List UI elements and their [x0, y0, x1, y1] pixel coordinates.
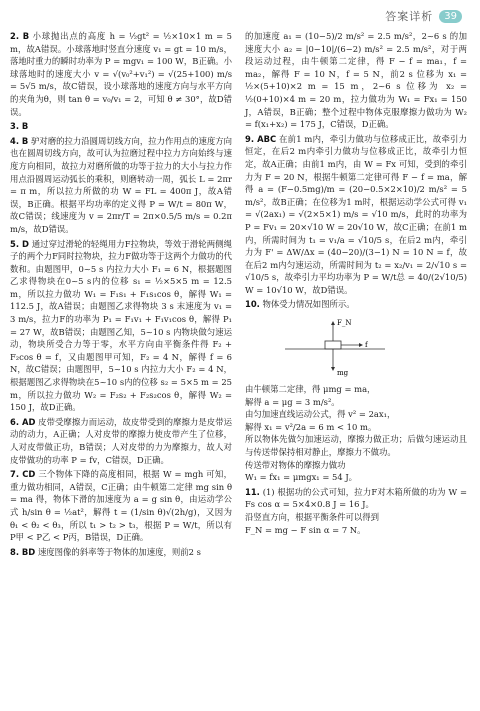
- item-text: 由牛顿第二定律，得 μmg = ma， 解得 a = μg = 3 m/s²。 由匀加速直线运动公式，得 v² = 2ax₁， 解得 x₁ = v²/2a = 6 m < 10 m。 所以物体先做匀加速运动，摩擦力做正功；后做匀速运动且与传送带保持相对静止，摩擦力不做功。 传送带对物体的摩擦力做功 W₁ = fx₁ = μmgx₁ = 54 J。: [245, 384, 467, 483]
- answer-item: [10, 135, 232, 236]
- answer-item: [245, 383, 467, 484]
- answer-item: [245, 133, 467, 297]
- item-number: 5. D: [10, 238, 29, 249]
- item-number: 3. B: [10, 121, 29, 132]
- label-friction: f: [365, 341, 368, 350]
- item-number: 2. B: [10, 31, 30, 41]
- right-column: [245, 30, 467, 538]
- item-number: 9. ABC: [245, 133, 277, 144]
- item-text: 通过穿过滑轮的轻绳用力F拉物块，等效于滑轮两侧绳子的两个力F同时拉物块，拉力F做功等于这两个力做功的代数和。由题图甲，0~5 s 内拉力大小 F₁ = 6 N，根据题图乙求得物块在0~5 s内的位移 s₁ = ½×5×5 m = 12.5 m，所以拉力做功 W₁ = F₁s₁ + F₁s₁cos θ，解得 W₁ = 112.5 J，故A错误；由题图乙求得物块 3 s 末速度为 v₁ = 3 m/s，拉力F的功率为 P₁ = F₁v₁ + F₁v₁cos θ，解得 P₁ = 27 W，故B错误；由题图乙知，5~10 s 内物块做匀速运动，物块所受合力等于零，水平方向由平衡条件得 F₂ + F₂cos θ = f，又由题图甲可知，F₂ = 4 N，解得 f = 6 N，故C错误；由题图甲，5~10 s 内拉力大小 F₂ = 4 N，根据题图乙求得物块在5~10 s内的位移 s₂ = 5×5 m = 25 m，所以拉力做功 W₂ = F₂s₂ + F₂s₂cos θ，解得 W₂ = 150 J，故D正确。: [10, 238, 232, 413]
- answer-item: [10, 120, 232, 133]
- answer-item: [10, 546, 232, 559]
- item-number: 11.: [245, 486, 260, 497]
- left-column: [10, 30, 232, 560]
- item-number: 4. B: [10, 135, 29, 146]
- answer-item: [245, 298, 467, 311]
- item-text: (1) 根据功的公式可知，拉力F对木箱所做的功为 W = Fs cos α = 5×4×0.8 J = 16 J。 沿竖直方向，根据平衡条件可以得到 F_N = mg − F sin α = 7 N。: [245, 486, 467, 535]
- answer-item: [10, 238, 232, 414]
- item-text: 物体受力情况如图所示。: [262, 299, 355, 310]
- item-text: 在前1 m内，牵引力做功与位移成正比，故牵引力恒定，在后2 m内牵引力做功与位移成正比，故牵引力恒定，故A正确；由前1 m内，由 W = Fx 可知，受到的牵引力为 F = 20 N，根据牛顿第二定律可得 F − f = ma，解得 a = (F−0.5mg)/m = (20−0.5×2×10)/2 m/s² = 5 m/s²，故B正确；在位移为1 m时，根据运动学公式可得 v₁ = √(2ax₁) = √(2×5×1) m/s = √10 m/s，此时的功率为 P = Fv₁ = 20×√10 W = 20√10 W，故C正确；在前1 m内，所需时间为 t₁ = v₁/a = √10/5 s，在后2 m内，牵引力为 F' = ΔW/Δx = (40−20)/(3−1) N = 10 N = f，故在后2 m内匀速运动，所需时间为 t₂ = x₂/v₁ = 2/√10 s = √10/5 s，故牵引力平均功率为 P = W/t总 = 40/(2√10/5) W = 10√10 W，故D错误。: [245, 133, 467, 295]
- answer-item: [10, 30, 232, 118]
- page-number-badge: 39: [439, 10, 462, 23]
- item-number: 10.: [245, 299, 260, 310]
- item-text: 速度图像的斜率等于物体的加速度，则前2 s: [37, 546, 201, 557]
- item-number: 8. BD: [10, 546, 36, 557]
- item-number: 7. CD: [10, 469, 36, 480]
- item-text: 驴对磨的拉力沿圆周切线方向，拉力作用点的速度方向也在圆周切线方向，故可认为拉磨过程中拉力方向始终与速度方向相同，故拉力对磨所做的功等于拉力的大小与拉力作用点沿圆周运动弧长的乘积，则磨转动一周，弧长 L = 2πr = π m，所以拉力所做的功 W = FL = 400π J，故A错误，B正确。根据平均功率的定义得 P = W/t = 80π W，故C错误；线速度为 v = 2πr/T = 2π×0.5/5 m/s = 0.2π m/s，故D错误。: [10, 135, 232, 234]
- item-text: 小球抛出点的高度 h = ½gt² = ½×10×1 m = 5 m，故A错误。小球落地时竖直分速度 v₁ = gt = 10 m/s，落地时重力的瞬时功率为 P = mgv₁ = 100 W，B正确。小球落地时的速度大小 v = √(v₀²+v₁²) = √(25+100) m/s = 5√5 m/s，故C错误，设小球落地的速度方向与水平方向的夹角为θ，则 tan θ = v₀/v₁ = 2，可知 θ ≠ 30°，故D错误。: [10, 31, 232, 117]
- page-header: [385, 6, 462, 26]
- header-title: 答案详析: [385, 10, 434, 23]
- force-diagram: [275, 317, 395, 377]
- item-text: 的加速度 a₁ = (10−5)/2 m/s² = 2.5 m/s²，2~6 s 的加速度大小 a₂ = |0−10|/(6−2) m/s² = 2.5 m/s²，对于两段运动过程，由牛顿第二定律，得 F − f = ma₁，f = ma₂，解得 F = 10 N，f = 5 N，前2 s 位移为 x₁ = ½×(5+10)×2 m = 15 m，2~6 s 位移为 x₂ = ½(0+10)×4 m = 20 m，拉力做功为 W₁ = Fx₁ = 150 J，A错误，B正确；整个过程中物体克服摩擦力做功为 W₂ = f(x₁+x₂) = 175 J，C错误，D正确。: [245, 31, 467, 130]
- item-text: 皮带受摩擦力而运动，故皮带受到的摩擦力是皮带运动的动力，A正确；人对皮带的摩擦力使皮带产生了位移，人对皮带做正功，B错误；人对皮带的力为摩擦力，故人对皮带做功的功率 P = fv，C错误，D正确。: [10, 416, 232, 465]
- answer-item: [10, 416, 232, 466]
- item-number: 6. AD: [10, 416, 36, 427]
- force-diagram-svg: [275, 317, 395, 377]
- answer-item: [245, 30, 467, 131]
- item-text: 三个物体下降的高度相同，根据 W = mgh 可知，重力做功相同，A错误，C正确；由牛顿第二定律 mg sin θ = ma 得，物体下滑的加速度为 a = g sin θ，由运动学公式 h/sin θ = ½at²，解得 t = (1/sin θ)√(2h/g)，又因为 θ₁ < θ₂ < θ₃，所以 t₁ > t₂ > t₃，根据 P = W/t，所以有 P甲 < P乙 < P丙，B错误，D正确。: [10, 469, 232, 543]
- label-normal-force: F_N: [337, 319, 352, 328]
- label-weight: mg: [337, 369, 349, 378]
- answer-item: [245, 486, 467, 536]
- answer-item: [10, 468, 232, 544]
